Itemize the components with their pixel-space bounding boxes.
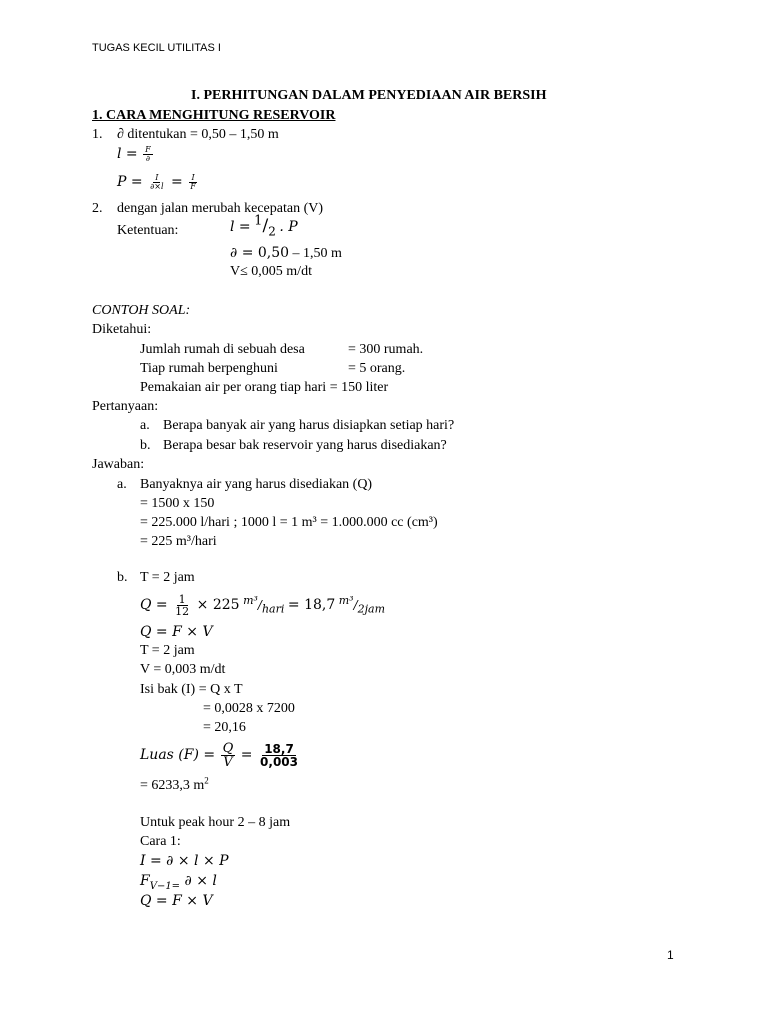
formula-p-num-2: I [191,173,195,182]
isi-bak-calc-2: = 20,16 [203,720,246,735]
ketentuan-num: 1 [254,213,263,229]
formula-p-eq: = [171,174,183,191]
ketentuan-line-3: V≤ 0,005 m/dt [230,264,312,279]
equation-luas [140,736,302,774]
equation-q-unit-2-num: m³ [338,594,354,607]
equation-luas-den-1: V [223,755,233,771]
pertanyaan-b-text: Berapa besar bak reservoir yang harus disediakan? [163,438,447,453]
ketentuan-den: 2 [268,224,276,239]
ketentuan-line-2 [230,245,342,262]
jawaban-a-text: Banyaknya air yang harus disediakan (Q) [140,477,373,492]
pertanyaan-label: Pertanyaan: [92,399,159,414]
equation-q-lhs: Q = [140,597,168,613]
luas-result-value: = 6233,3 m [140,778,205,793]
formula-p [117,174,200,192]
diketahui-row-1-left: Jumlah rumah di sebuah desa [140,342,305,357]
equation-q-unit-1-den: hari [261,602,285,616]
main-title: I. PERHITUNGAN DALAM PENYEDIAAN AIR BERSIH [191,88,547,103]
equation-q-fv: Q = F × V [140,624,213,640]
formula-l-fraction [143,146,153,164]
equation-q-unit-1-num: m³ [243,594,258,607]
item-2-number: 2. [92,201,103,216]
jawaban-b-text: T = 2 jam [140,570,195,585]
ketentuan-line-2-sym: ∂ = 0,50 [230,245,290,261]
equation-q-num: 1 [178,592,186,606]
cara-1-eq-2-rest: ∂ × l [180,873,217,889]
contoh-soal-heading: CONTOH SOAL: [92,303,191,318]
jawaban-a-line-3: = 225 m³/hari [140,534,217,549]
item-1-text: ∂ ditentukan = 0,50 – 1,50 m [117,127,279,142]
formula-p-fraction-1 [148,174,165,192]
equation-q-unit-2-den: 2jam [357,602,386,616]
ketentuan-formula: $l = ^1/_2$ . P [230,213,298,239]
diketahui-row-1-right: = 300 rumah. [348,342,424,357]
equation-q-den: 12 [175,605,190,619]
equation-luas-den-2: 0,003 [260,755,298,770]
section-title: 1. CARA MENGHITUNG RESERVOIR [92,108,336,123]
formula-l-num: F [145,145,151,154]
diketahui-row-2-left: Tiap rumah berpenghuni [140,361,278,376]
v-line: V = 0,003 m/dt [140,662,226,677]
formula-l-lhs: l = [117,146,138,163]
pertanyaan-b-mark: b. [140,438,151,453]
formula-p-num-1: I [155,173,159,182]
diketahui-row-2-right: = 5 orang. [348,361,406,376]
item-1-number: 1. [92,127,103,142]
pertanyaan-a-mark: a. [140,418,150,433]
equation-q: Q = $\frac{1}{12}$ × 225 $^{m^3}/_{hari} = 18,7$ $^{m^3}/_{2jam}$ [140,592,386,619]
formula-p-fraction-2 [188,174,198,192]
cara-1-eq-3: Q = F × V [140,893,213,909]
ketentuan-lhs: l = [230,219,251,235]
equation-luas-num-2: 18,7 [264,741,294,756]
diketahui-row-3-left: Pemakaian air per orang tiap hari = 150 liter [140,380,389,395]
cara-1-eq-2 [140,873,217,892]
ketentuan-label: Ketentuan: [117,223,179,238]
diketahui-label: Diketahui: [92,322,152,337]
ketentuan-rest: . P [279,219,298,235]
formula-l [117,146,155,164]
formula-l-den: ∂ [145,154,151,164]
ketentuan-line-2-rest: – 1,50 m [289,246,342,261]
equation-luas-eq: = [240,747,253,763]
equation-luas-lhs: Luas (F) = [140,747,216,763]
page-header: TUGAS KECIL UTILITAS I [92,42,221,54]
formula-p-den-2: F [190,182,196,192]
cara-1-label: Cara 1: [140,834,181,849]
equation-q-mid: × 225 [196,597,240,613]
peak-hour-line: Untuk peak hour 2 – 8 jam [140,815,291,830]
page-number: 1 [667,948,674,962]
equation-luas-fraction-2 [258,743,300,769]
jawaban-a-line-1: = 1500 x 150 [140,496,215,511]
jawaban-a-line-2: = 225.000 l/hari ; 1000 l = 1 m³ = 1.000.000 cc (cm³) [140,515,438,530]
equation-luas-fraction-1 [221,742,236,770]
equation-q-result: = 18,7 [287,597,336,613]
t-line: T = 2 jam [140,643,195,658]
equation-q-fraction [173,594,191,618]
equation-luas-num-1: Q [222,740,234,756]
cara-1-eq-1: I = ∂ × l × P [140,853,229,869]
cara-1-eq-2-sub: V−1= [149,880,181,892]
pertanyaan-a-text: Berapa banyak air yang harus disiapkan setiap hari? [163,418,455,433]
isi-bak-line: Isi bak (I) = Q x T [140,682,243,697]
item-2-text: dengan jalan merubah kecepatan (V) [117,201,324,216]
isi-bak-calc-1: = 0,0028 x 7200 [203,701,295,716]
cara-1-eq-2-main: F [140,873,150,889]
formula-p-lhs: P = [117,174,143,191]
formula-p-den-1: ∂×l [150,182,164,192]
luas-result-exponent: 2 [204,775,209,786]
jawaban-label: Jawaban: [92,457,145,472]
jawaban-b-mark: b. [117,570,128,585]
jawaban-a-mark: a. [117,477,127,492]
luas-result [140,775,209,794]
